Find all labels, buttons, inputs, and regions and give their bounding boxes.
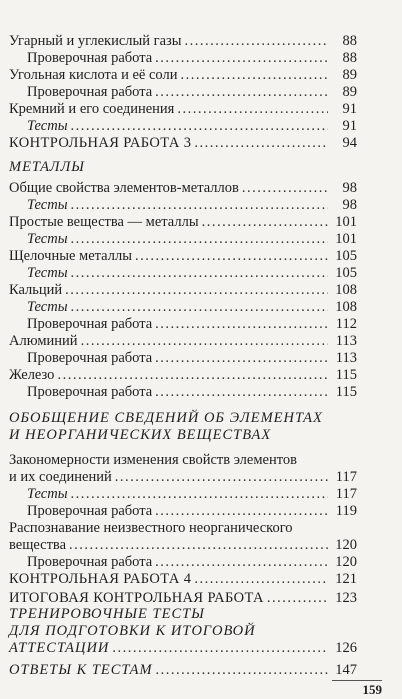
leader-dots (194, 571, 328, 588)
toc-entry-page: 126 (335, 640, 357, 656)
toc-entry-title: Проверочная работа (27, 384, 153, 400)
toc-entry (0, 590, 402, 607)
toc-entry-page: 91 (342, 118, 357, 134)
toc-entry-page: 121 (335, 571, 357, 587)
toc-entry (0, 554, 402, 571)
toc-entry (0, 180, 402, 197)
leader-dots (155, 384, 328, 401)
toc-entry (0, 135, 402, 152)
toc-entry (0, 197, 402, 214)
toc-entry (0, 333, 402, 350)
toc-entry-page: 119 (335, 503, 357, 519)
toc-entry-page: 94 (342, 135, 357, 151)
toc-entry-page: 115 (335, 384, 357, 400)
toc-entry-title: Железо (9, 367, 55, 383)
leader-dots (156, 662, 328, 679)
leader-dots (155, 50, 328, 67)
leader-dots (71, 486, 328, 503)
toc-entry-page: 120 (335, 554, 357, 570)
leader-dots (180, 67, 328, 84)
leader-dots (155, 350, 328, 367)
toc-entry-page: 98 (342, 197, 357, 213)
leader-dots (155, 554, 328, 571)
toc-entry (0, 299, 402, 316)
toc-entry-title: КОНТРОЛЬНАЯ РАБОТА 3 (9, 135, 192, 151)
toc-entry-page: 123 (335, 590, 357, 606)
toc-entry-title: Кальций (9, 282, 63, 298)
toc-entry (0, 469, 402, 486)
toc-entry-page: 105 (335, 248, 357, 264)
toc-entry-title: Тесты (27, 486, 68, 502)
toc-entry-title: Проверочная работа (27, 316, 153, 332)
leader-dots (202, 214, 328, 231)
toc-entry-page: 147 (335, 662, 357, 678)
toc-entry (0, 84, 402, 101)
toc-entry-title: Угольная кислота и её соли (9, 67, 178, 83)
leader-dots (71, 299, 328, 316)
leader-dots (71, 118, 328, 135)
toc-entry-page: 88 (342, 33, 357, 49)
toc-entry-title: Общие свойства элементов-металлов (9, 180, 239, 196)
leader-dots (115, 469, 328, 486)
section-heading-generalization-line2: И НЕОРГАНИЧЕСКИХ ВЕЩЕСТВАХ (9, 427, 272, 443)
leader-dots (71, 265, 328, 282)
toc-entry-title: Тесты (27, 197, 68, 213)
toc-entry-title: Проверочная работа (27, 554, 153, 570)
toc-entry (0, 350, 402, 367)
section-heading-metals: МЕТАЛЛЫ (9, 159, 85, 175)
toc-entry-page: 105 (335, 265, 357, 281)
toc-entry-laws-line1: Закономерности изменения свойств элементов (9, 452, 297, 468)
toc-entry-title: Кремний и его соединения (9, 101, 175, 117)
leader-dots (194, 135, 328, 152)
toc-entry-title: Тесты (27, 118, 68, 134)
page-number-rule (332, 680, 382, 681)
toc-entry (0, 384, 402, 401)
toc-entry-title: КОНТРОЛЬНАЯ РАБОТА 4 (9, 571, 192, 587)
toc-entry-page: 89 (342, 67, 357, 83)
toc-entry-page: 112 (335, 316, 357, 332)
toc-entry-answers (0, 662, 402, 679)
toc-entry-recognition-line1: Распознавание неизвестного неорганического (9, 520, 293, 536)
toc-entry (0, 282, 402, 299)
toc-entry (0, 33, 402, 50)
toc-entry-title: Тесты (27, 265, 68, 281)
toc-entry-title: Проверочная работа (27, 503, 153, 519)
leader-dots (81, 333, 328, 350)
leader-dots (155, 503, 328, 520)
toc-entry (0, 67, 402, 84)
leader-dots (71, 197, 328, 214)
toc-entry-title: Угарный и углекислый газы (9, 33, 182, 49)
toc-entry-page: 113 (335, 350, 357, 366)
toc-entry-page: 101 (335, 231, 357, 247)
toc-entry-page: 89 (342, 84, 357, 100)
toc-entry-page: 117 (335, 469, 357, 485)
leader-dots (69, 537, 328, 554)
toc-entry-page: 108 (335, 282, 357, 298)
page-number: 159 (362, 682, 382, 697)
toc-entry-title: Проверочная работа (27, 50, 153, 66)
toc-entry-page: 88 (342, 50, 357, 66)
toc-entry (0, 50, 402, 67)
section-heading-generalization-line1: ОБОБЩЕНИЕ СВЕДЕНИЙ ОБ ЭЛЕМЕНТАХ (9, 410, 323, 426)
toc-entry (0, 248, 402, 265)
toc-entry (0, 101, 402, 118)
toc-entry (0, 231, 402, 248)
toc-entry-page: 98 (342, 180, 357, 196)
toc-entry-page: 91 (342, 101, 357, 117)
toc-entry-title: ОТВЕТЫ К ТЕСТАМ (9, 662, 153, 678)
toc-entry (0, 571, 402, 588)
toc-entry-page: 108 (335, 299, 357, 315)
toc-entry (0, 265, 402, 282)
toc-entry (0, 503, 402, 520)
toc-entry-title: Простые вещества — металлы (9, 214, 199, 230)
toc-entry-title: Щелочные металлы (9, 248, 132, 264)
toc-entry-title: Проверочная работа (27, 350, 153, 366)
leader-dots (65, 282, 328, 299)
leader-dots (177, 101, 328, 118)
toc-entry (0, 214, 402, 231)
toc-entry-title: АТТЕСТАЦИИ (9, 640, 110, 656)
leader-dots (155, 84, 328, 101)
section-heading-training-line1: ТРЕНИРОВОЧНЫЕ ТЕСТЫ (9, 606, 205, 622)
leader-dots (267, 590, 328, 607)
toc-entry-page: 113 (335, 333, 357, 349)
toc-entry-title: Алюминий (9, 333, 78, 349)
toc-entry (0, 486, 402, 503)
leader-dots (71, 231, 328, 248)
toc-entry-title: Тесты (27, 231, 68, 247)
toc-entry-title: Тесты (27, 299, 68, 315)
toc-entry-title: Проверочная работа (27, 84, 153, 100)
toc-entry (0, 316, 402, 333)
section-heading-training-line2: ДЛЯ ПОДГОТОВКИ К ИТОГОВОЙ (9, 623, 256, 639)
leader-dots (112, 640, 328, 657)
toc-entry-page: 101 (335, 214, 357, 230)
toc-entry-page: 117 (335, 486, 357, 502)
toc-entry-training (0, 640, 402, 657)
toc-entry (0, 367, 402, 384)
leader-dots (135, 248, 328, 265)
toc-entry (0, 118, 402, 135)
leader-dots (185, 33, 329, 50)
toc-entry-title: и их соединений (9, 469, 112, 485)
leader-dots (155, 316, 328, 333)
toc-entry-page: 120 (335, 537, 357, 553)
toc-entry-page: 115 (335, 367, 357, 383)
leader-dots (57, 367, 328, 384)
toc-entry-title: вещества (9, 537, 67, 553)
leader-dots (242, 180, 328, 197)
toc-entry (0, 537, 402, 554)
toc-entry-title: ИТОГОВАЯ КОНТРОЛЬНАЯ РАБОТА (9, 590, 264, 606)
